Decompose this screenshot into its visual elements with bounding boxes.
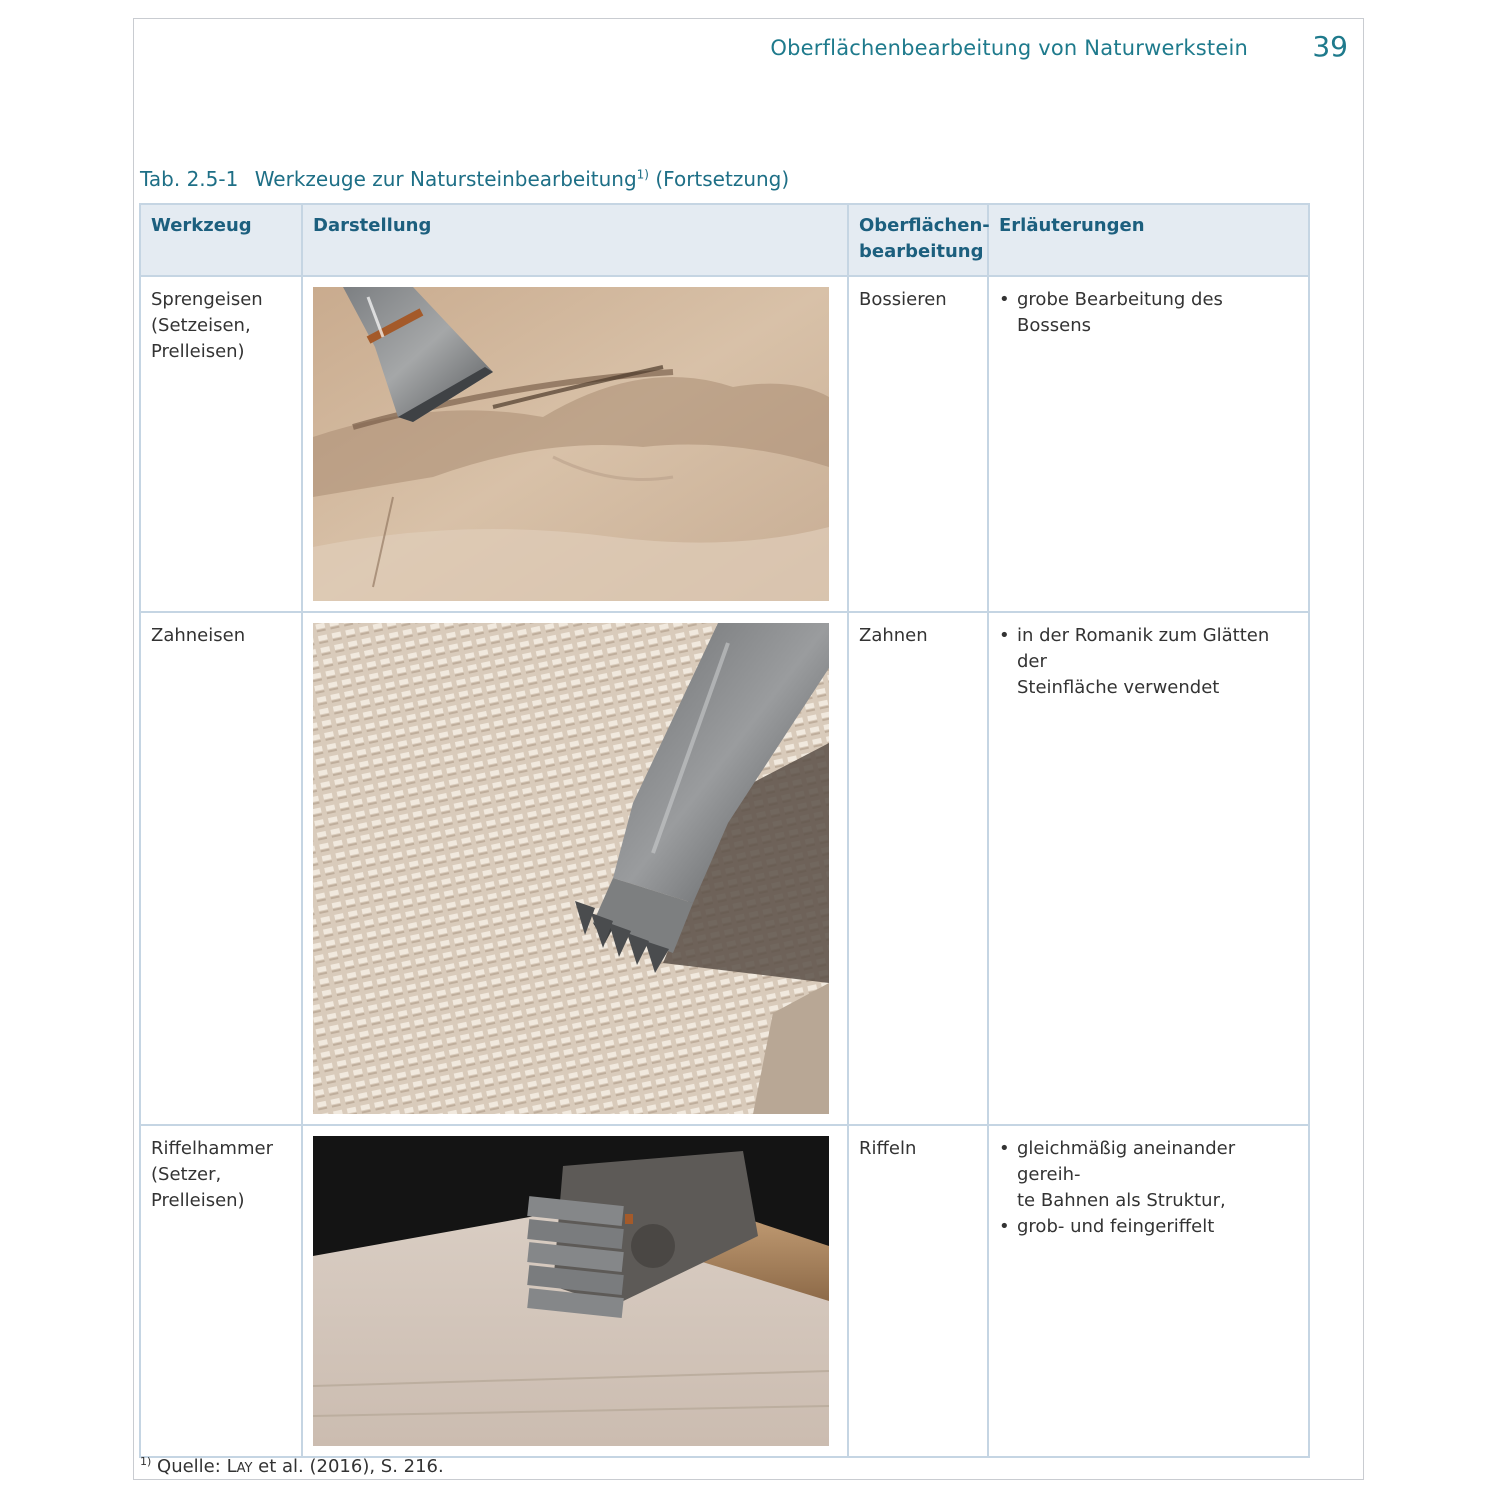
header-surface-line2: bearbeitung (859, 241, 984, 262)
tool-name: Riffelhammer (151, 1138, 273, 1159)
running-head: Oberflächenbearbeitung von Naturwerkstein (770, 36, 1248, 60)
header-surface (848, 204, 988, 276)
tool-name: Zahneisen (151, 625, 246, 646)
depiction-cell (302, 276, 848, 612)
note-text: in der Romanik zum Glätten der (1017, 625, 1270, 672)
sprengeisen-photo (313, 287, 829, 601)
notes-list (999, 623, 1298, 701)
notes-list (999, 287, 1298, 339)
note-item (999, 623, 1298, 701)
tools-table (139, 203, 1310, 1458)
table-number: Tab. 2.5-1 (140, 167, 239, 191)
notes-cell (988, 276, 1309, 612)
note-item (999, 1136, 1298, 1214)
footnote-rest: et al. (2016), S. 216. (258, 1456, 444, 1477)
notes-cell (988, 612, 1309, 1125)
surface-cell: Riffeln (848, 1125, 988, 1457)
header-depiction: Darstellung (302, 204, 848, 276)
tool-cell (140, 1125, 302, 1457)
caption-suffix: (Fortsetzung) (655, 167, 790, 191)
tool-alias: Prelleisen) (151, 1190, 245, 1211)
footnote-mark: 1) (140, 1455, 152, 1468)
riffelhammer-photo (313, 1136, 829, 1446)
note-text: Steinfläche verwendet (1017, 677, 1220, 698)
page-number: 39 (1312, 30, 1348, 63)
depiction-cell (302, 612, 848, 1125)
tool-name: Sprengeisen (151, 289, 263, 310)
tool-cell (140, 612, 302, 1125)
table-row (140, 276, 1309, 612)
zahneisen-photo (313, 623, 829, 1114)
header-surface-line1: Oberflächen- (859, 215, 990, 236)
footnote-author: Lay (226, 1456, 253, 1477)
tool-alias: (Setzeisen, (151, 315, 251, 336)
tool-alias: (Setzer, (151, 1164, 222, 1185)
depiction-cell (302, 1125, 848, 1457)
table-header-row (140, 204, 1309, 276)
notes-cell (988, 1125, 1309, 1457)
footnote (140, 1455, 444, 1477)
header-tool: Werkzeug (140, 204, 302, 276)
table-row (140, 1125, 1309, 1457)
header-notes: Erläuterungen (988, 204, 1309, 276)
note-text: gleichmäßig aneinander gereih- (1017, 1138, 1236, 1185)
footnote-prefix: Quelle: (157, 1456, 221, 1477)
table-title: Werkzeuge zur Natursteinbearbeitung (254, 167, 637, 191)
note-item: • grobe Bearbeitung des Bossens (999, 287, 1298, 339)
table-caption (140, 167, 1140, 191)
note-text: te Bahnen als Struktur, (1017, 1190, 1226, 1211)
notes-list (999, 1136, 1298, 1240)
note-item: • grob- und feingeriffelt (999, 1214, 1298, 1240)
tool-alias: Prelleisen) (151, 341, 245, 362)
surface-cell: Zahnen (848, 612, 988, 1125)
tool-cell (140, 276, 302, 612)
caption-footnote-mark: 1) (636, 167, 649, 182)
table-row (140, 612, 1309, 1125)
surface-cell: Bossieren (848, 276, 988, 612)
